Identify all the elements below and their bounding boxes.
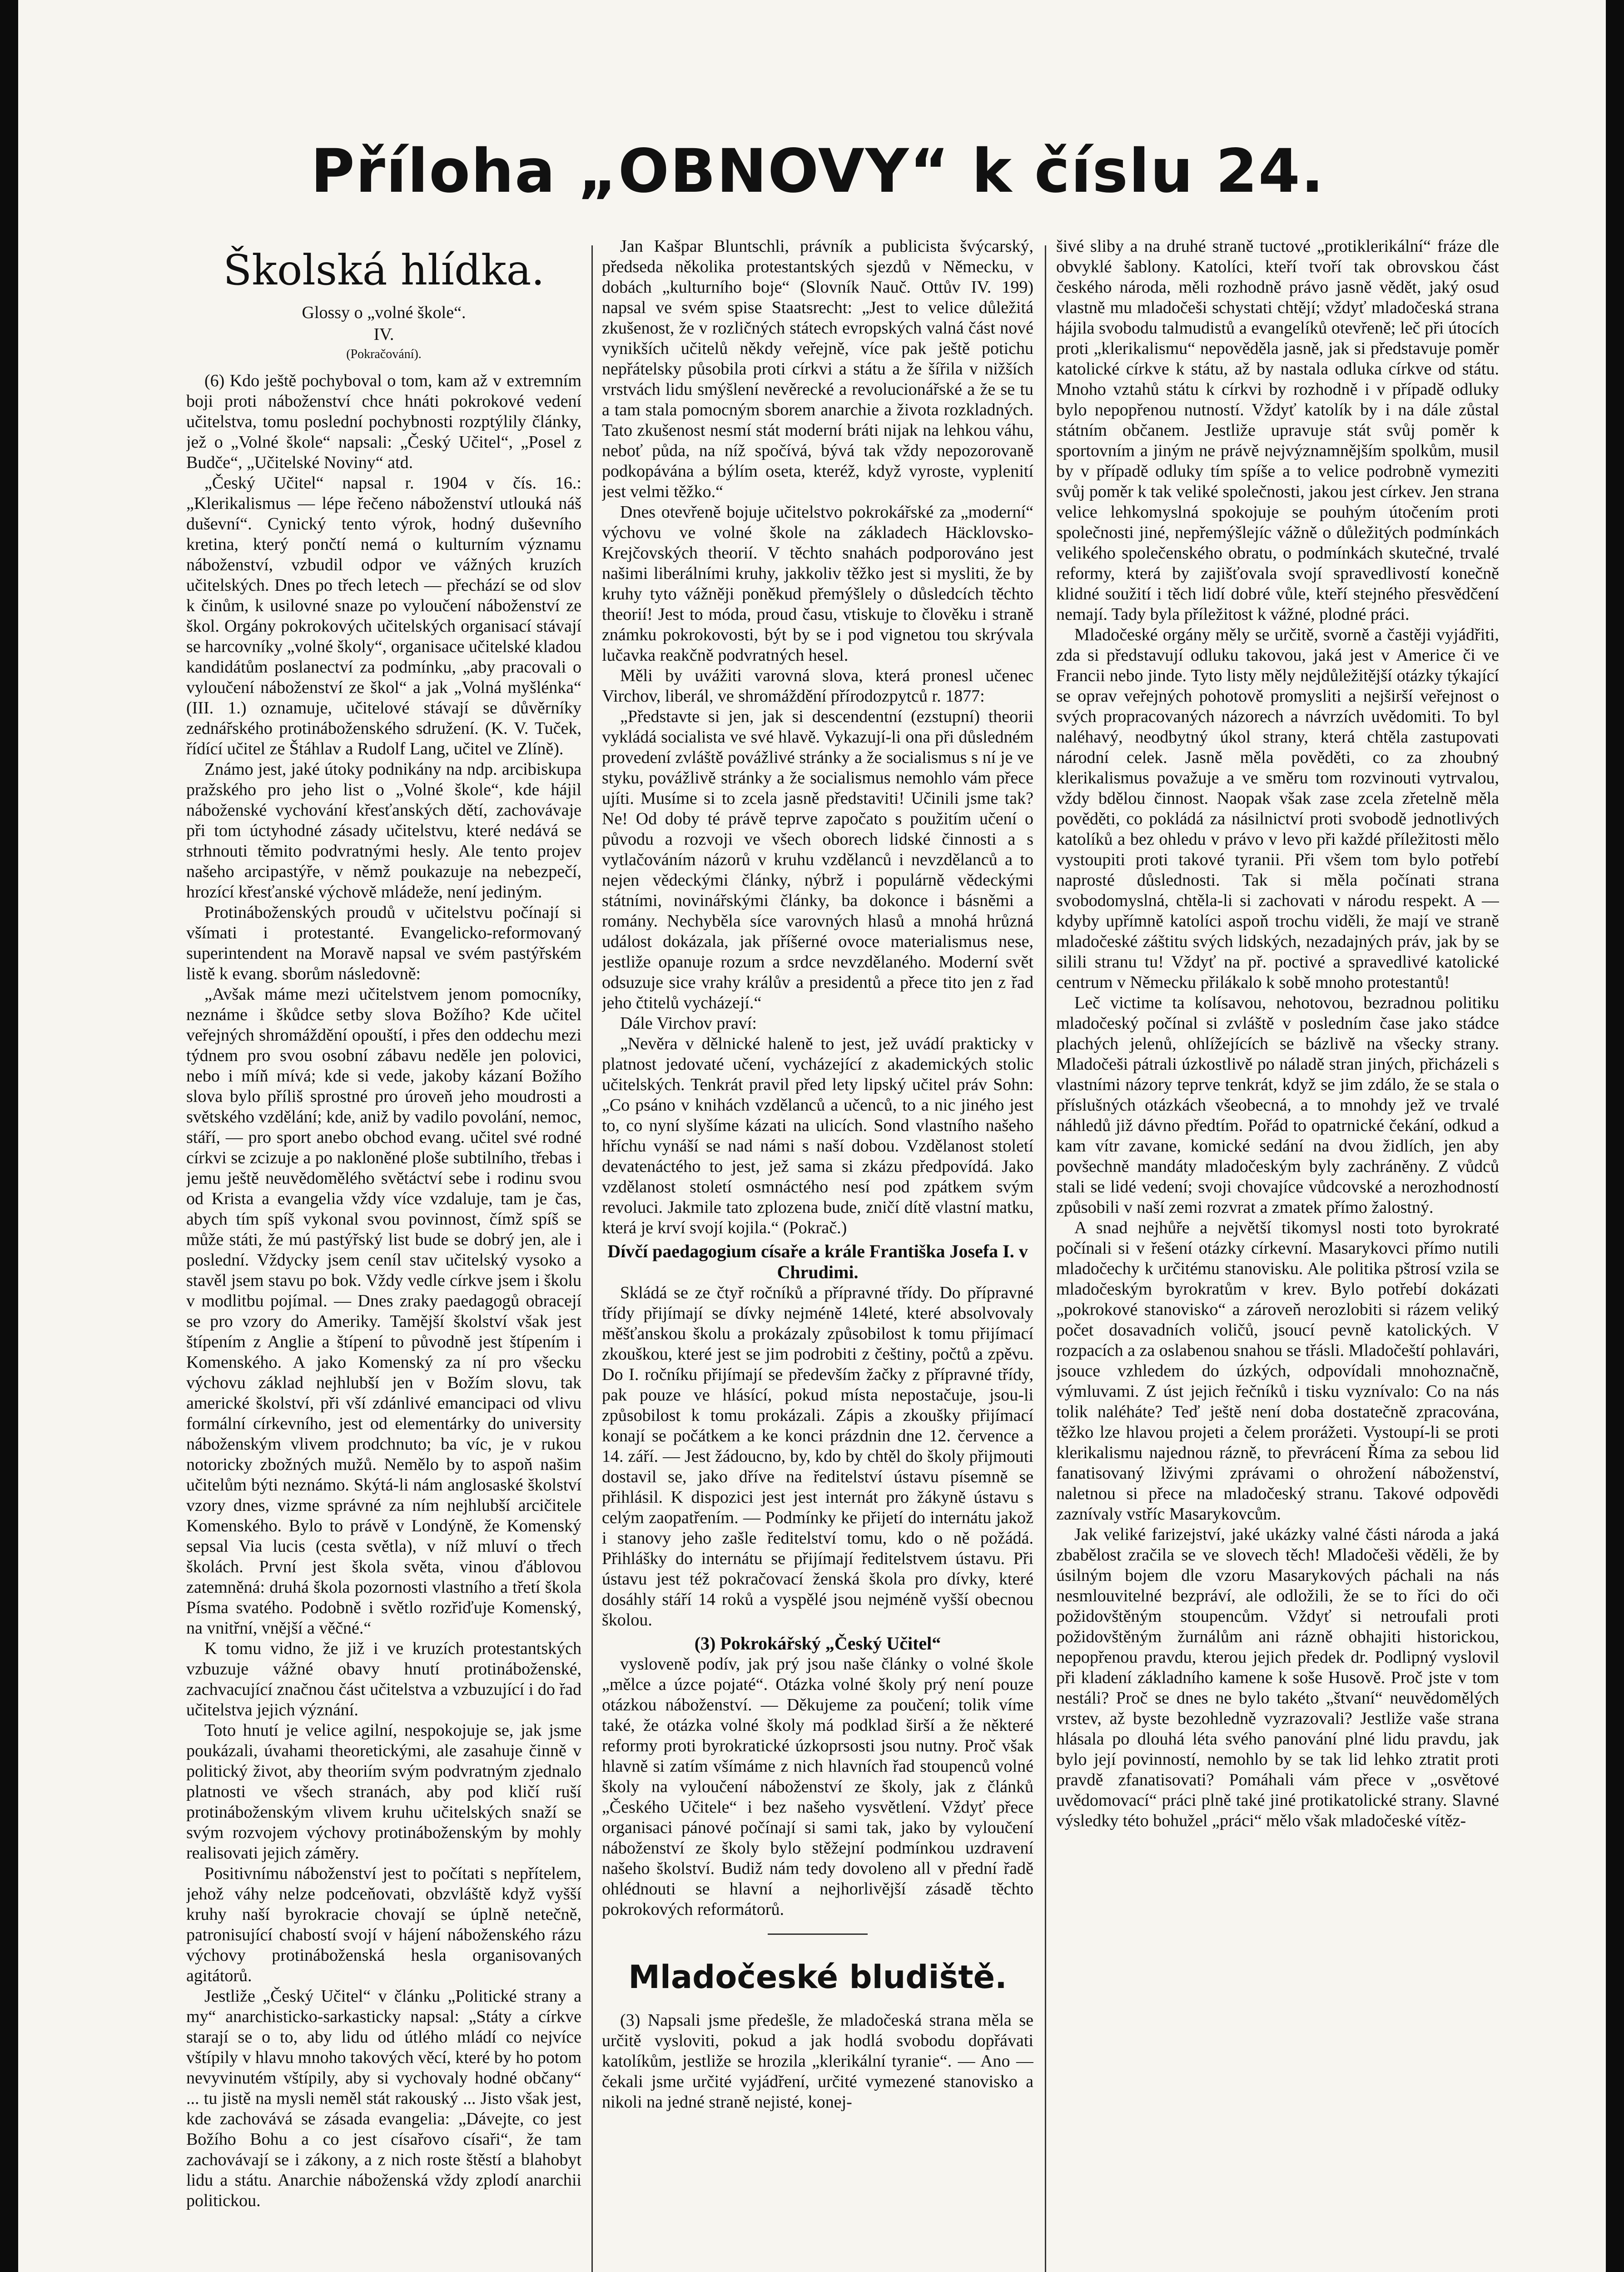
continued-note: (Pokračování). [346, 347, 422, 361]
column-divider [591, 245, 593, 2272]
scan-border-right [1606, 0, 1624, 2272]
paragraph: Toto hnutí je velice agilní, nespokojuje se, jak jsme poukázali, úvahami theoretickými, ale zasahuje činně v politický život, aby theoriím svým podvratným zjednalo platnosti ve všech stranách, aby pod kličí ruší protináboženským vlivem kruhu učitelských snaží se svým rozvojem výchovy protináboženským by mohly realisovati jejich záměry. [186, 1721, 581, 1863]
paragraph: Protináboženských proudů v učitelstvu počínají si všímati i protestanté. Evangelicko-reformovaný superintendent na Moravě napsal ve svém pastýřském listě k evang. sborům následovně: [186, 903, 581, 983]
column-divider [1045, 245, 1046, 2272]
paragraph: Jestliže „Český Učitel“ v článku „Politické strany a my“ anarchisticko-sarkasticky napsal: „Státy a církve starají se o to, aby lidu od útlého mládí co nejvíce vštípily v hlavu mnoho takových věcí, které by ho potom nevyvinutém vštípily, aby si vychovaly hodné občany“ ... tu jistě na mysli neměl stát rakouský ... Jisto však jest, kde zachovává se zásada evangelia: „Dávejte, co jest Božího Bohu a co jest císařovo císaři“, že tam zachovávají se i zákony, a z nich roste štěstí a blahobyt lidu a státu. Anarchie náboženská vždy zplodí anarchii politickou. [186, 1987, 581, 2210]
paragraph: šivé sliby a na druhé straně tuctové „protiklerikální“ fráze dle obvyklé šablony. Katolíci, kteří tvoří tak obrovskou část českého národa, měli rozhodně právo jasně vědět, jaký osud vlastně mu mladočeši schystati chtějí; vždyť mladočeská strana hájila svobodu talmudistů a evangelíků otevřeně; leč při útocích proti „klerikalismu“ nepověděla jasně, jak si představuje poměr katolické církve k státu, až by nastala odluka církve od státu. Mnoho vztahů státu k církvi by rozhodně i v případě odluky bylo nepopřenou nutností. Vždyť katolík by i na dále zůstal státním občanem. Jestliže upravuje stát svůj poměr k sportovním a jiným ne právě nejvýznamnějším spolkům, musil by v případě odluky tím spíše a to velice podrobně vymeziti svůj poměr k tak veliké společnosti, jakou jest církev. Jen strana velice lehkomyslná spokojuje se pouhým útočením proti společnosti jiné, nepřemýšlejíc vážně o důležitých podmínkách velikého společenského obratu, o podmínkách skutečné, trvalé reformy, která by zajišťovala svojí spravedlivostí konečně klidné soužití i těch lidí dobré vůle, kteří stejného přesvědčení nemají. Tady byla příležitost k vážné, plodné práci. [1056, 237, 1499, 624]
paragraph: Jak veliké farizejství, jaké ukázky valné části národa a jaká zbabělost zračila se ve slovech těch! Mladočeši věděli, že by úsilným bojem dle vzoru Masarykových páchali na nás nesmlouvitelné bezpráví, ale odložili, že se to říci do oči požidovštěným stoupencům. Vždyť si netroufali proti požidovštěným žurnálům ani rázně obhajiti historickou, nepopřenou pravdu, kterou jejich předek dr. Podlipný vyslovil při kladení základního kamene k soše Husově. Proč jste v tom nestáli? Proč se dnes ne bylo takéto „štvaní“ neuvědomělých vrstev, až byste bezohledně vyzrazovali? Jestliže vaše strana hlásala po dlouhá léta svého panování plné lidu pravdu, jak bylo její povinností, nemohlo by se tak lid lehko ztratit proti pravdě zfanatisovati? Pomáhali vám přece v „osvětové uvědomovací“ práci plně také jiné protikatolické strany. Slavné výsledky této bohužel „práci“ mělo však mladočeské vítěz- [1056, 1525, 1499, 1830]
column-2 [602, 236, 1033, 2272]
paragraph: A snad nejhůře a největší tikomysl nosti toto byrokraté počínali si v řešení otázky církevní. Masarykovci přímo nutili mladočechy k určitému stanovisku. Ale politika pštrosí vzila se mladočeským byrokratům v krev. Bylo potřebí dokázati „pokrokové stanovisko“ a zároveň nerozlobiti si rázem veliký počet dosavadních voličů, jsoucí pevně katolických. V rozpacích a za oslabenou snahou se třásli. Mladočeští pohlavári, jsouce vzhledem do úzkých, odpovídali mnohoznačně, výmluvami. Z úst jejich řečníků i tisku vyznívalo: Co na nás tolik naléháte? Teď ještě není doba dostatečně zpracována, těžko lze hlavou projeti a čelem prorážeti. Vystoupí-li se proti klerikalismu najednou rázně, to převrácení Říma za sebou lid fanatisovaný lživými zprávami o ohrožení náboženství, naletnou si přece na mladočeský stranu. Takové odpovědi zaznívaly vstříc Masarykovcům. [1056, 1218, 1499, 1524]
paragraph: Měli by uvážiti varovná slova, která pronesl učenec Virchov, liberál, ve shromáždění přírodozpytců r. 1877: [602, 666, 1033, 706]
article-part: IV. [373, 325, 394, 344]
scan-border-left [0, 0, 18, 2272]
paragraph: vysloveně podív, jak prý jsou naše články o volné škole „mělce a úzce pojaté“. Otázka volné školy prý není pouze otázkou náboženství. — Děkujeme za poučení; tolik víme také, že otázka volné školy má podklad širší a že některé reformy proti byrokratické úzkoprsosti jsou nutny. Proč však hlavně si zatím všímáme z nich hlavních řad stoupenců volné školy na vyloučení náboženství ze školy, jak z článků „Českého Učitele“ i bez našeho vysvětlení. Vždyť přece organisaci pánové počínají si sami tak, jako by vyloučení náboženství ze školy bylo stěžejní podmínkou uzdravení našeho školství. Budiž nám tedy dovoleno all v přední řadě ohlédnouti se hlavní a nejhorlivější zásadě těchto pokrokových reformátorů. [602, 1654, 1033, 1919]
supplement-headline: Příloha „OBNOVY“ k číslu 24. [310, 136, 1325, 206]
paragraph: „Avšak máme mezi učitelstvem jenom pomocníky, neznáme i škůdce setby slova Božího? Kde učitel veřejných shromáždění opouští, i přes den oddechu mezi týdnem pro svou osobní zábavu neděle jen polovici, nebo i míň mívá; kde si vede, jakoby kázaní Božího slova bylo příliš sprostné pro úroveň jeho moudrosti a světského vzdělání; kde, aniž by vadilo povolání, nemoc, stáří, — pro sport anebo obchod evang. učitel své rodné církvi se zcizuje a po nakloněné ploše subtilního, třebas i jemu ještě neuvědomělého světáctví sebe i rodinu svou od Krista a evangelia vždy více vzdaluje, tam je čas, abych tím spíš vykonal svou povinnost, čímž spíš se může státi, že mú pastýřský list bude se dobrý jen, ale i poslední. Vždycky jsem ceníl stav učitelský vysoko a stavěl jsem stavu po bok. Vždy vedle církve jsem i školu v modlitbu pojímal. — Dnes zraky paedagogů obracejí se pro vzory do Ameriky. Tamější školství však jest štípením z Anglie a štípení to původně jest štípením i Komenského. A jako Komenský za ní pro všecku výchovu základ nejhlubší jen v Božím slovu, tak americké školství, při vší zdánlivé emancipaci od vlivu formální církevního, jest od elementárky do university náboženským vlivem prodchnuto; ba víc, je v rukou notoricky zbožných mužů. Nemělo by to aspoň našim učitelům býti neznámo. Skýtá-li nám anglosaské školství vzory dnes, vizme správné za ním nejhlubší arcičitele Komenského. Bylo to právě v Londýně, že Komenský sepsal Via lucis (cesta světla), v níž mluví o třech školách. První jest škola světa, vinou ďáblovou zatemněná: druhá škola pozornosti vlastního a třetí škola Písma svatého. Podobně i světlo rozřiďuje Komenský, na vnitřní, vnější a věčné.“ [186, 985, 581, 1638]
paragraph: „Představte si jen, jak si descendentní (ezstupní) theorii vykládá socialista ve své hlavě. Vykazují-li ona při důsledném provedení zvláště povážlivé stránky a že socialismus s ní je ve styku, povážlivě stránky a že socialismus nemohlo vám přece ujíti. Musíme si to zcela jasně představiti! Učinili jsme tak? Ne! Od doby té právě teprve započato s použitím učení o původu a rozvoji ve všech oborech lidské činnosti a s vytlačováním názorů v kruhu vzdělanců i nevzdělanců a to nejen vědeckými články, nýbrž i populárně vědeckými státními, novinářskými články, ba dokonce i básněmi a romány. Nechyběla síce varovných hlasů a mnohá hrůzná událost dokázala, jak příšerné ovoce materialismus nese, jestliže opanuje rozum a srdce nevzdělaného. Moderní svět odsuzuje sice vrahy králův a presidentů a přece tito jen z řad jeho čtitelů vycházejí.“ [602, 707, 1033, 1012]
paragraph: Dále Virchov praví: [620, 1014, 757, 1033]
paragraph: Leč victime ta kolísavou, nehotovou, bezradnou politiku mladočeský počínal si zvláště v posledním čase jako stádce plachých jelenů, ohlížejících se bázlivě na všecky strany. Mladočeši pátrali úzkostlivě po náladě stran jiných, přicházeli s vlastními názory teprve tenkrát, když se jim zdálo, že se stala o příslušných otázkách všeobecná, a to mnohdy jež ve trvalé náhledů již dávno předtím. Pořád to opatrnické čekání, odkud a kam vítr zavane, komické sedání na dvou židlích, jen aby povšechně mandáty mladočeským byly zachráněny. Z vůdců stali se lidé vedení; svoji chovajíce vůdcovské a nerozhodností způsobili v naší zemi rozvrat a zmatek přímo žalostný. [1056, 993, 1499, 1217]
section-title: Školská hlídka. [223, 246, 545, 294]
paragraph: Známo jest, jaké útoky podnikány na ndp. arcibiskupa pražského pro jeho list o „Volné škole“, kde hájil náboženské vychování křesťanských dětí, zachovávaje při tom úctyhodné zásady učitelstvu, které nedává se strhnouti těmito podvratnými hesly. Ale tento projev našeho arcipastýře, v němž poukazuje na nebezpečí, hrozící křesťanské výchově mládeže, není jediným. [186, 760, 581, 902]
paragraph: Mladočeské orgány měly se určitě, svorně a častěji vyjádřiti, zda si představují odluku takovou, jaká jest v Americe či ve Francii nebo jinde. Tyto listy měly nejdůležitější otázky týkající se oprav veřejných pohotově promysliti a nejširší veřejnost o svých propracovaných názorech a návrzích uvědomiti. To byl naléhavý, neodbytný úkol strany, která chtěla zastupovati národní celek. Jasně měla pověděti, co za zhoubný klerikalismus považuje a ve směru tom rozvinouti vytrvalou, vždy bdělou činnost. Naopak však zase zcela zřetelně měla pověděti, co pokládá za násilnictví proti svobodě jednotlivých katolíků a bez ohledu v právo v levo při každé příležitosti mělo vystoupiti proti takové tyranii. Při všem tom bylo potřebí naprosté důslednosti. Tak si měla počínati strana svobodomyslná, chtěla-li si zachovati v národu respekt. A — kdyby upřímně katolíci aspoň trochu viděli, že mají ve straně mladočeské záštitu svých lidských, nezadajných práv, jak by se silili stranu tu! Vždyť na př. poctivé a spravedlivé katolické centrum v Německu přilákalo k sobě mnoho protestantů! [1056, 625, 1499, 992]
article-heading: Dívčí paedagogium císaře a krále Františka Josefa I. v Chrudimi. [607, 1241, 1028, 1282]
paragraph: Skládá se ze čtyř ročníků a přípravné třídy. Do přípravné třídy přijímají se dívky nejméně 14leté, které absolvovaly měšťanskou školu a prokázaly způsobilost k tomu přijímací zkouškou, které jest se jim podrobiti z češtiny, počtů a zpěvu. Do I. ročníku přijímají se především žačky z přípravné třídy, pak pouze ve hlásící, pokud místa nepostačuje, jsou-li způsobilost k tomu prokázali. Zápis a zkoušky přijímací konají se počátkem a ke konci prázdnin dne 12. července a 14. září. — Jest žádoucno, by, kdo by chtěl do školy přijmouti dostavil se, jako dříve na ředitelství ústavu písemně se přihlásil. K dispozici jest jest internát pro žákyně ústavu s celým zaopatřením. — Podmínky ke přijetí do internátu jakož i stanovy jeho zašle ředitelství tomu, kdo o ně požádá. Přihlášky do internátu se přijímají ředitelstvem ústavu. Při ústavu jest též pokračovací ženská škola pro dívky, které dosáhly stáří 14 roků a vyspělé jsou nejméně vyšší obecnou školou. [602, 1283, 1033, 1629]
column-3 [1056, 236, 1499, 2272]
paragraph: „Český Učitel“ napsal r. 1904 v čís. 16.: „Klerikalismus — lépe řečeno náboženství utlouká náš duševní“. Cynický tento výrok, hodný duševního kretina, který pončtí nemá o kulturním významu náboženství, vzbudil odpor ve vážných kruzích učitelských. Dnes po třech letech — přechází se od slov k činům, k usilovné snaze po vyloučení náboženství ze škol. Orgány pokrokových učitelských organisací stávají se harcovníky „volné školy“, organisace učitelské kladou kandidátům poslanectví za podmínku, „aby pracovali o vyloučení náboženství ze škol“ a jak „Volná myšlénka“ (III. 1.) oznamuje, učitelové stávají se důvěrníky zednářského protináboženského sdružení. (K. V. Tuček, řídící učitel ze Štáhlav a Rudolf Lang, učitel ve Zlíně). [186, 473, 581, 758]
paragraph: (3) Napsali jsme předešle, že mladočeská strana měla se určitě vysloviti, pokud a jak hodlá svobodu dopřávati katolíkům, jestliže se hrozila „klerikální tyranie“. — Ano — čekali jsme určité vyjádření, určité vymezené stanovisko a nikoli na jedné straně nejisté, konej- [602, 2011, 1033, 2112]
paragraph: „Nevěra v dělnické haleně to jest, jež uvádí prakticky v platnost jedovaté učení, vycházející z akademických stolic učitelských. Tenkrát pravil před lety lipský učitel práv Sohn: „Co psáno v knihách vzdělanců a učenců, to a nic jiného jest to, co nyní slyšíme kázati na ulicích. Sond vlastního našeho hříchu vynáší se nad námi s naší dobou. Vzdělanost století devatenáctého to jest, jež sama si zkázu předpovídá. Jako vzdělanost století osmnáctého nesí pod zpátkem svým revoluci. Jakmile tato zplozena bude, zničí dítě vlastní matku, která je krví svojí kojila.“ (Pokrač.) [602, 1034, 1033, 1237]
section-divider [768, 1933, 868, 1935]
article-heading: (3) Pokrokářský „Český Učitel“ [694, 1633, 941, 1654]
paragraph: (6) Kdo ještě pochyboval o tom, kam až v extremním boji proti náboženství chce hnáti pokrokové vedení učitelstva, tomu poslední pochybnosti rozptýlily články, jež o „Volné škole“ napsali: „Český Učitel“, „Posel z Budče“, „Učitelské Noviny“ atd. [186, 371, 581, 472]
section-title: Mladočeské bludiště. [628, 1958, 1007, 1996]
paragraph: K tomu vidno, že již i ve kruzích protestantských vzbuzuje vážné obavy hnutí protináboženské, zachvacující značnou část učitelstva a vzbuzující i do řad učitelstva jejich význání. [186, 1639, 581, 1719]
column-1 [186, 236, 581, 2272]
paragraph: Jan Kašpar Bluntschli, právník a publicista švýcarský, předseda několika protestantských sjezdů v Německu, v dobách „kulturního boje“ (Slovník Nauč. Ottův IV. 199) napsal ve svém spise Staatsrecht: „Jest to velice důležitá zkušenost, že v rozličných státech evropských valná část nové vynikších učitelů někdy veřejně, více pak ještě potichu nepřátelsky působila proti církvi a státu a že šířila v nižších vrstvách lidu smýšlení nevěrecké a revolucionářské a že se tu a tam stala pomocným sborem anarchie a života rozkladných. Tato zkušenost nesmí stát moderní bráti nijak na lehkou váhu, neboť půda, na níž spočívá, bývá tak vždy nepozorovaně podkopávána a býlím oseta, kteréž, když vyroste, vyplenití jest velmi těžko.“ [602, 237, 1033, 501]
article-subtitle: Glossy o „volné škole“. [302, 303, 466, 322]
paragraph: Positivnímu náboženství jest to počítati s nepřítelem, jehož váhy nelze podceňovati, obzvláště když vyšší kruhy naší byrokracie chovají se úplně netečně, patronisující chabostí svojí v hájení náboženského rázu výchovy protináboženská hesla organisovaných agitátorů. [186, 1864, 581, 1985]
paragraph: Dnes otevřeně bojuje učitelstvo pokrokářské za „moderní“ výchovu ve volné škole na základech Häcklovsko-Krejčovských theorií. V těchto snahách podporováno jest našimi liberálními kruhy, jakkoliv těžko jest si mysliti, že by kruhy tyto vážněji poněkud přemýšlely o důsledcích těchto theorií! Jest to móda, proud času, vtiskuje to člověku i straně známku pokrokovosti, být by se i pod vignetou tou skrývala lučavka reakčně podvratných hesel. [602, 503, 1033, 665]
